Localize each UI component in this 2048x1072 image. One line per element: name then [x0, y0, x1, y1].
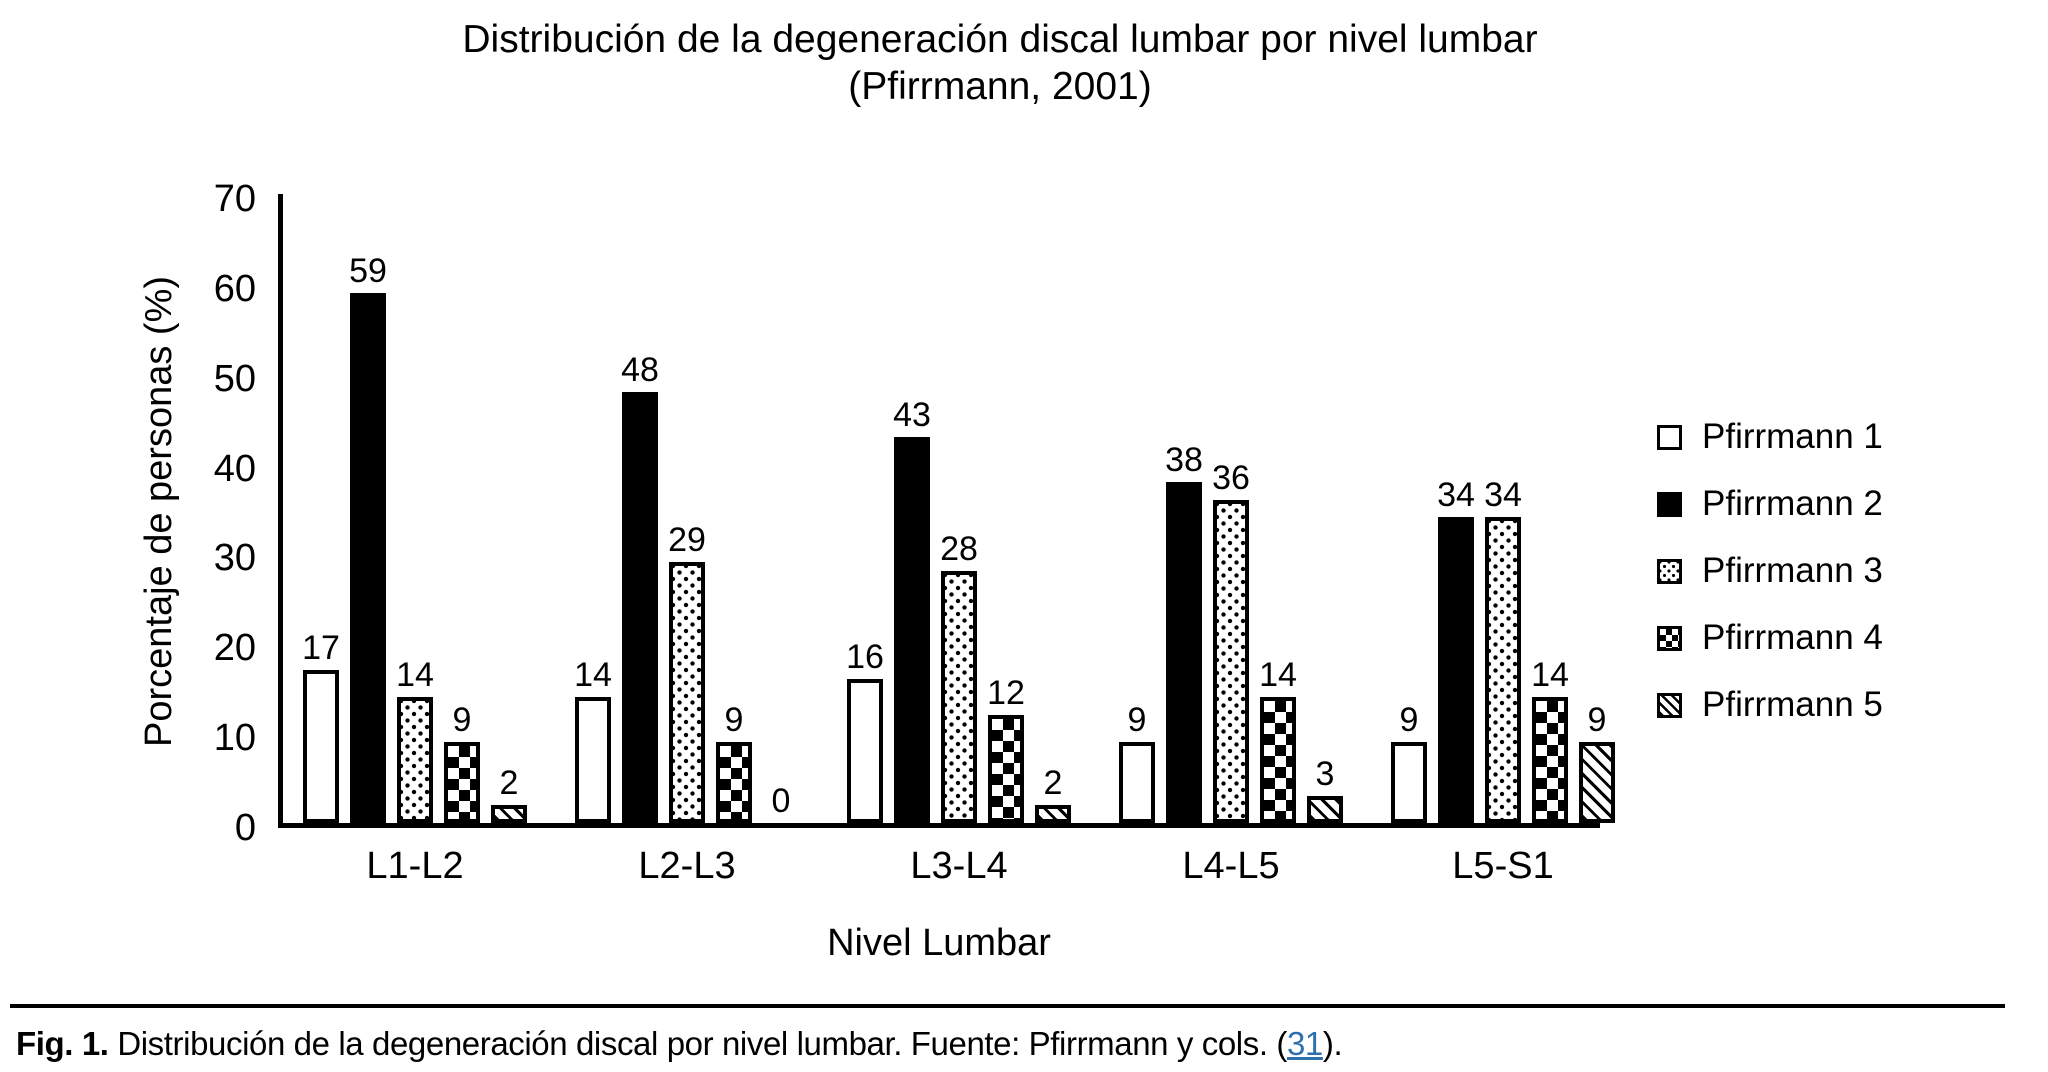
- y-tick-label: 30: [213, 537, 256, 580]
- bar-pfirrmann-2: [1166, 482, 1202, 823]
- bar-value-label: 36: [1212, 459, 1250, 497]
- legend-item: [1657, 553, 1883, 589]
- bar-group-l5-s1: [1391, 194, 1615, 887]
- legend-label: Pfirrmann 4: [1702, 618, 1883, 657]
- legend-item: [1657, 419, 1883, 455]
- bar-pfirrmann-2: [622, 392, 658, 823]
- bar-slot: [491, 194, 527, 823]
- x-category-label: L1-L2: [366, 845, 464, 887]
- bar-value-label: 9: [452, 701, 472, 739]
- y-tick-label: 0: [234, 807, 256, 849]
- bar-value-label: 17: [302, 629, 340, 667]
- legend-item: [1657, 620, 1883, 656]
- legend-label: Pfirrmann 2: [1702, 484, 1883, 523]
- y-axis-ticks: [140, 178, 256, 849]
- x-axis-label: Nivel Lumbar: [827, 922, 1051, 964]
- bar-pfirrmann-3: [941, 571, 977, 823]
- bar-pfirrmann-5: [491, 805, 527, 823]
- x-category-label: L3-L4: [910, 845, 1008, 887]
- bar-value-label: 0: [771, 782, 791, 820]
- bar-value-label: 14: [396, 656, 434, 694]
- bar-group-l2-l3: [574, 194, 799, 887]
- bar-value-label: 59: [349, 252, 387, 290]
- figure-caption-label: Fig. 1.: [16, 1025, 109, 1062]
- caption-divider: [10, 1004, 2005, 1008]
- y-tick-label: 60: [213, 267, 256, 310]
- figure-caption: [16, 1024, 1342, 1064]
- bar-pfirrmann-4: [988, 715, 1024, 823]
- bar-value-label: 14: [1259, 656, 1297, 694]
- bar-value-label: 9: [1399, 701, 1419, 739]
- y-axis-label-text: Porcentaje de personas (%): [138, 275, 181, 747]
- bar-value-label: 12: [987, 674, 1025, 712]
- bar-slot: [622, 194, 658, 823]
- bar-pfirrmann-1: [303, 670, 339, 823]
- bar-slot: [988, 194, 1024, 823]
- bar-slot: [1260, 194, 1296, 823]
- legend-marker-checker-icon: [1657, 626, 1682, 651]
- bar-value-label: 2: [499, 764, 519, 802]
- bar-value-label: 34: [1437, 476, 1475, 514]
- legend-label: Pfirrmann 5: [1702, 685, 1883, 724]
- bar-pfirrmann-2: [1438, 517, 1474, 823]
- bar-value-label: 29: [668, 521, 706, 559]
- bar-slot: [847, 194, 883, 823]
- y-tick-label: 20: [213, 627, 256, 670]
- bar-pfirrmann-2: [350, 293, 386, 823]
- bar-pfirrmann-1: [575, 697, 611, 823]
- bar-pfirrmann-3: [1213, 500, 1249, 823]
- bar-slot: [1532, 194, 1568, 823]
- chart-title: [0, 16, 2000, 110]
- bar-value-label: 9: [724, 701, 744, 739]
- bar-slot: [941, 194, 977, 823]
- y-tick-label: 70: [213, 178, 256, 220]
- bar-value-label: 38: [1165, 441, 1203, 479]
- plot-area: [278, 194, 1607, 887]
- bar-pfirrmann-3: [669, 562, 705, 823]
- legend-marker-diagonal-icon: [1657, 693, 1682, 718]
- figure-caption-text: Distribución de la degeneración discal por nivel lumbar. Fuente: Pfirrmann y cols. (: [108, 1025, 1287, 1062]
- bar-value-label: 34: [1484, 476, 1522, 514]
- bar-slot: [575, 194, 611, 823]
- y-tick-label: 50: [213, 357, 256, 400]
- legend-label: Pfirrmann 3: [1702, 551, 1883, 590]
- bar-slot: [763, 194, 799, 823]
- chart-title-line1: Distribución de la degeneración discal lumbar por nivel lumbar: [462, 18, 1538, 61]
- bar-value-label: 28: [940, 530, 978, 568]
- chart-title-line2: (Pfirrmann, 2001): [848, 65, 1152, 108]
- bar-slot: [1391, 194, 1427, 823]
- x-category-label: L5-S1: [1452, 845, 1554, 887]
- bar-value-label: 9: [1127, 701, 1147, 739]
- y-tick-label: 10: [213, 717, 256, 760]
- bar-slot: [1485, 194, 1521, 823]
- legend: [1657, 419, 1883, 723]
- bar-group-l1-l2: [302, 194, 527, 887]
- bar-pfirrmann-3: [1485, 517, 1521, 823]
- bar-pfirrmann-1: [1119, 742, 1155, 823]
- bar-group-l3-l4: [846, 194, 1071, 887]
- bar-slot: [1035, 194, 1071, 823]
- bar-value-label: 3: [1315, 755, 1335, 793]
- bar-slot: [716, 194, 752, 823]
- bar-slot: [1213, 194, 1249, 823]
- bar-slot: [350, 194, 386, 823]
- reference-link[interactable]: 31: [1286, 1025, 1323, 1062]
- bar-pfirrmann-4: [444, 742, 480, 823]
- bar-value-label: 48: [621, 351, 659, 389]
- bar-value-label: 14: [1531, 656, 1569, 694]
- bar-pfirrmann-1: [847, 679, 883, 823]
- bar-pfirrmann-4: [716, 742, 752, 823]
- legend-marker-dotted-icon: [1657, 559, 1682, 584]
- bar-pfirrmann-5: [1035, 805, 1071, 823]
- bar-pfirrmann-5: [1579, 742, 1615, 823]
- bar-pfirrmann-4: [1260, 697, 1296, 823]
- figure-caption-suffix: ).: [1322, 1025, 1343, 1062]
- bar-slot: [1579, 194, 1615, 823]
- bar-slot: [397, 194, 433, 823]
- bar-pfirrmann-2: [894, 437, 930, 823]
- legend-label: Pfirrmann 1: [1702, 417, 1883, 456]
- bar-slot: [1307, 194, 1343, 823]
- bar-value-label: 2: [1043, 764, 1063, 802]
- bar-slot: [669, 194, 705, 823]
- legend-marker-solid-icon: [1657, 492, 1682, 517]
- bar-pfirrmann-4: [1532, 697, 1568, 823]
- legend-item: [1657, 486, 1883, 522]
- legend-item: [1657, 687, 1883, 723]
- bar-slot: [303, 194, 339, 823]
- bar-slot: [1119, 194, 1155, 823]
- bar-value-label: 14: [574, 656, 612, 694]
- bar-slot: [894, 194, 930, 823]
- bar-slot: [444, 194, 480, 823]
- bar-value-label: 43: [893, 396, 931, 434]
- bar-pfirrmann-1: [1391, 742, 1427, 823]
- x-category-label: L4-L5: [1182, 845, 1280, 887]
- bar-pfirrmann-5: [1307, 796, 1343, 823]
- bar-value-label: 16: [846, 638, 884, 676]
- bar-slot: [1166, 194, 1202, 823]
- bar-value-label: 9: [1587, 701, 1607, 739]
- y-tick-label: 40: [213, 447, 256, 490]
- x-category-label: L2-L3: [638, 845, 736, 887]
- bar-slot: [1438, 194, 1474, 823]
- bar-pfirrmann-3: [397, 697, 433, 823]
- bar-group-l4-l5: [1119, 194, 1343, 887]
- legend-marker-plain-icon: [1657, 425, 1682, 450]
